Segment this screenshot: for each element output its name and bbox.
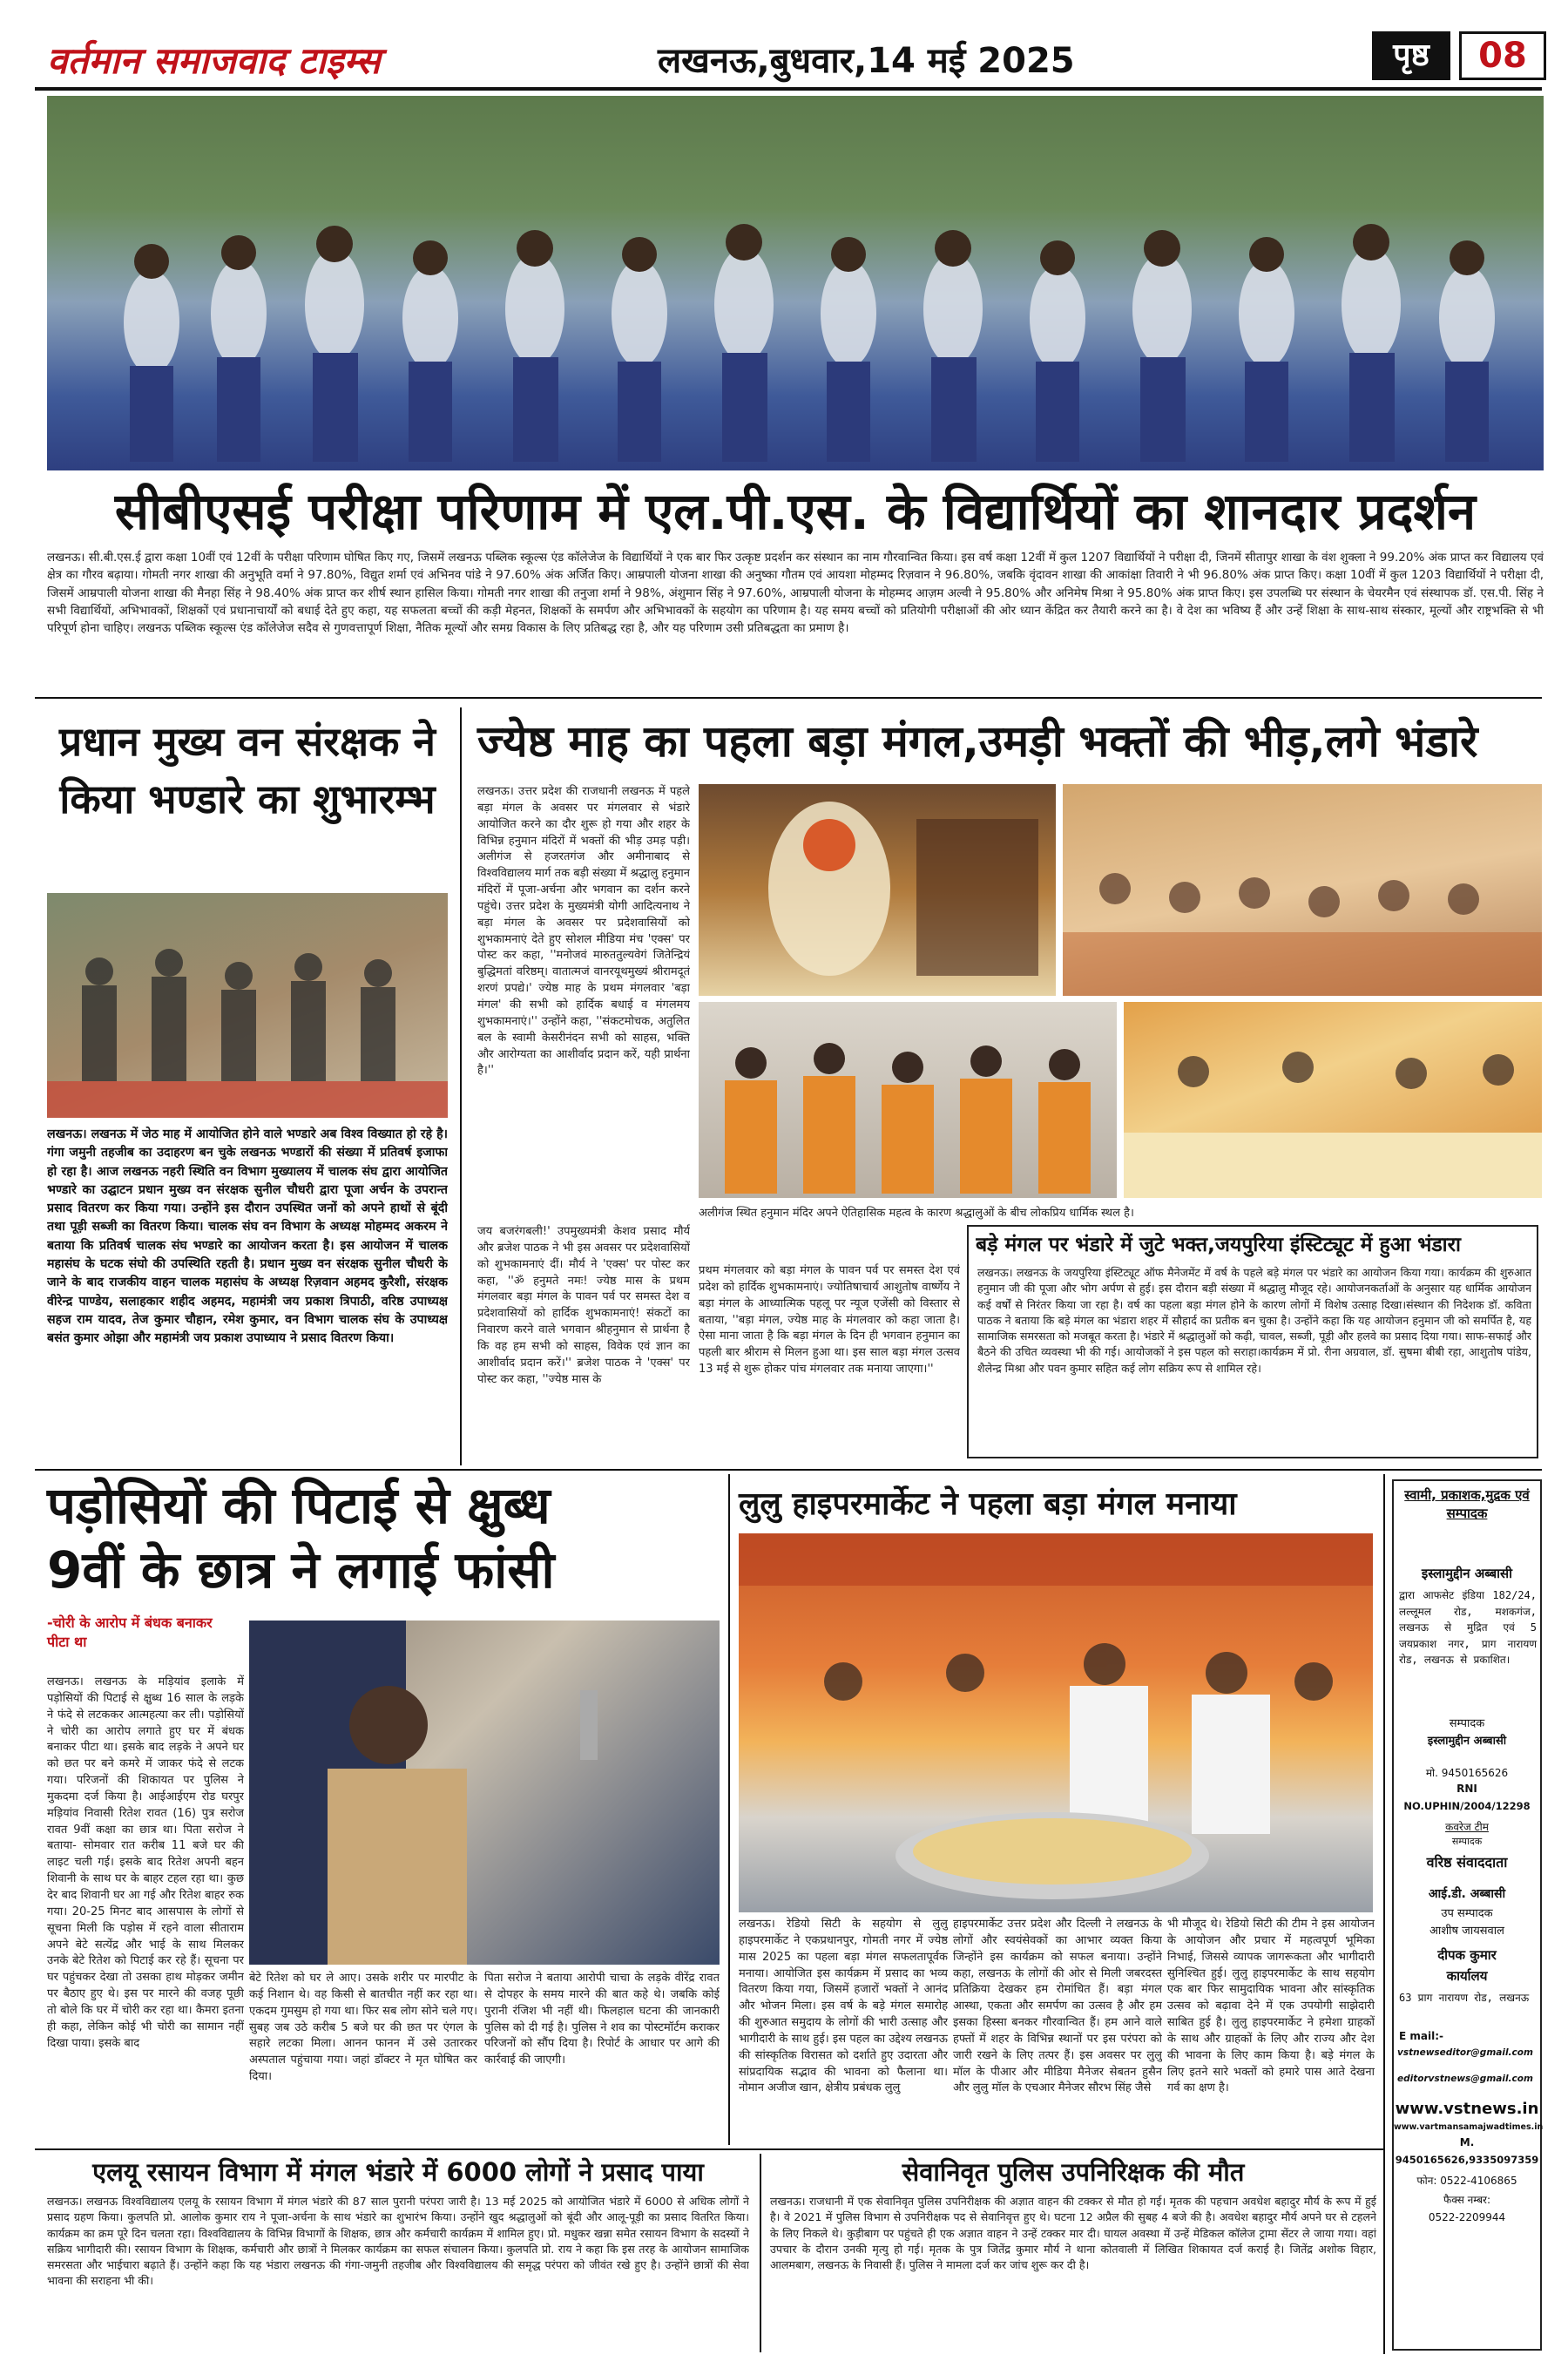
imprint-editor-label: सम्पादक — [1449, 1717, 1485, 1730]
serving-scene — [1124, 1002, 1542, 1198]
seated-crowd — [1063, 784, 1542, 996]
story4-headline: बड़े मंगल पर भंडारे में जुटे भक्त,जयपुरिया इंस्टिट्यूट में हुआ भंडारा — [976, 1234, 1461, 1256]
imprint-website2[interactable]: www.vartmansamajwadtimes.in — [1394, 2122, 1544, 2132]
paper-name: वर्तमान समाजवाद टाइम्स — [47, 39, 381, 82]
imprint-owner-label: स्वामी, प्रकाशक,मुद्रक एवं सम्पादक — [1404, 1487, 1530, 1521]
masthead — [0, 0, 1568, 84]
column-divider-4 — [760, 2154, 761, 2352]
lulu-event-photo — [739, 1533, 1373, 1912]
story3-body2: जय बजरंगबली!' उपमुख्यमंत्री केशव प्रसाद मौर्य और ब्रजेश पाठक ने भी इस अवसर पर प्रदेशवासियों को शुभकामनाएं दीं। मौर्य ने 'एक्स' पर पोस्ट कर कहा, ''ॐ हनुमते नमः! ज्येष्ठ मास के प्रथम मंगलवार बड़ा मंगल के पावन पर्व पर समस्त देश व प्रदेशवासियों को हार्दिक शुभकामनाएं! संकटों का निवारण करने वाले भगवान श्रीहनुमान से प्रार्थना है कि वह हम सभी को साहस, विवेक एवं ज्ञान का आशीर्वाद प्रदान करें।'' ब्रजेश पाठक ने 'एक्स' पर पोस्ट कर कहा, ''ज्येष्ठ मास के — [477, 1225, 690, 1386]
imprint-deputy2-name: दीपक कुमार — [1437, 1947, 1497, 1963]
page-label: पृष्ठ — [1372, 31, 1450, 80]
imprint-phone2: फोन: 0522-4106865 — [1416, 2175, 1517, 2187]
story2-headline: प्रधान मुख्य वन संरक्षक ने किया भण्डारे का शुभारम्भ — [59, 718, 436, 822]
story3-body: लखनऊ। उत्तर प्रदेश की राजधानी लखनऊ में पहले बड़ा मंगल के अवसर पर मंगलवार से भंडारे आयोजित करने का दौर शुरू हो गया और शहर के विभिन्न हनुमान मंदिरों में भक्तों की भीड़ उमड़ पड़ी। अलीगंज से हजरतगंज और अमीनाबाद से विश्वविद्यालय मार्ग तक बड़ी संख्या में श्रद्धालु हनुमान मंदिरों में पूजा-अर्चना और भगवान का दर्शन करने पहुंचे। उत्तर प्रदेश के मुख्यमंत्री योगी आदित्यनाथ ने बड़ा मंगल के अवसर पर प्रदेशवासियों को शुभकामनाएं देते हुए सोशल मीडिया मंच 'एक्स' पर पोस्ट कर कहा, ''मनोजवं मारुततुल्यवेगं जितेन्द्रियं बुद्धिमतां वरिष्ठम्। वातात्मजं वानरयूथमुख्यं श्रीरामदूतं शरणं प्रपद्ये।' ज्येष्ठ माह के प्रथम मंगलवार 'बड़ा मंगल' की सभी को हार्दिक बधाई व मंगलमय शुभकामनाएं।'' उन्होंने कहा, ''संकटमोचक, अतुलित बल के स्वामी केसरीनंदन सभी को साहस, भक्ति और आरोग्यता का आशीर्वाद प्रदान करें, यही प्रार्थना है।'' — [477, 785, 690, 1078]
imprint-office-label: कार्यालय — [1446, 1968, 1488, 1984]
imprint-deputy-name: आशीष जायसवाल — [1429, 1925, 1504, 1938]
imprint-email1[interactable]: vstnewseditor@gmail.com — [1397, 2047, 1533, 2058]
story2-body: लखनऊ। लखनऊ में जेठ माह में आयोजित होने वाले भण्डारे अब विश्व विख्यात हो रहे है। गंगा जमुनी तहजीब का उदाहरण बन चुके लखनऊ भण्डारों की संख्या में प्रतिवर्ष इजाफा हो रहा है। आज लखनऊ नहरी स्थिति वन विभाग मुख्यालय में चालक संघ द्वारा आयोजित भण्डारे का उद्घाटन प्रधान मुख्य वन संरक्षक सुनील चौधरी द्वारा पूजा अर्चन के उपरान्त प्रसाद वितरण कर किया गया। उन्होंने इस दौरान उपस्थित जनों को अपने हाथों से बूंदी तथा पूड़ी सब्जी का वितरण किया। चालक संघ वन विभाग के अध्यक्ष मोहम्मद अकरम ने बताया कि प्रतिवर्ष चालक संघ भण्डारे का आयोजन करता है। इस आयोजन में चालक महासंघ के घटक संघो की उपस्थिति रहती है। प्रधान मुख्य वन संरक्षक सुनील चौधरी के जाने के बाद राजकीय वाहन चालक महासंघ के अध्यक्ष रिज़वान अहमद कुरैशी, संरक्षक वीरेन्द्र पाण्डेय, सलाहकार शहीद अहमद, महामंत्री जय प्रकाश त्रिपाठी, वरिष्ठ उपाध्यक्ष सहज राम यादव, तेज कुमार चौहान, रमेश कुमार, वन विभाग चालक संघ के उपाध्यक्ष बसंत कुमार ओझा और महामंत्री जय प्रकाश उपाध्याय ने प्रसाद वितरण किया। — [47, 1127, 448, 1346]
story1-body: लखनऊ। सी.बी.एस.ई द्वारा कक्षा 10वीं एवं 12वीं के परीक्षा परिणाम घोषित किए गए, जिसमें लखनऊ पब्लिक स्कूल्स एंड कॉलेजेज के विद्यार्थियों ने एक बार फिर उत्कृष्ट प्रदर्शन कर संस्थान का नाम गौरवान्वित किया। इस वर्ष कक्षा 12वीं में कुल 1207 विद्यार्थियों ने परीक्षा दी, जिनमें सीतापुर शाखा के वंश शुक्ला ने 99.20% अंक प्राप्त कर विद्यालय एवं क्षेत्र का गौरव बढ़ाया। गोमती नगर शाखा की अनुभूति वर्मा ने 97.80%, विद्युत शर्मा एवं अभिनव पांडे ने 97.60% अंक अर्जित किए। आम्रपाली योजना शाखा की अनुष्का गौतम एवं आयशा मोहम्मद रिज़वान ने 96.80%, जबकि वृंदावन शाखा की आकांक्षा तिवारी ने भी 96.80% अंक प्राप्त किए। कक्षा 10वीं में कुल 1203 विद्यार्थियों ने परीक्षा दी, जिसमें आम्रपाली योजना शाखा की मैनहा सिंह ने 98.40% अंक प्राप्त कर शीर्ष स्थान हासिल किया। गोमती नगर शाखा की तनुजा शर्मा ने 98%, अंशुमान सिंह ने 97.60%, आम्रपाली योजना के मोहम्मद आज़म अल्वी ने 95.80% और अनिमेष मिश्रा ने 95.80% अंक प्राप्त किए। इस उपलब्धि पर संस्थान के चेयरमैन एवं संस्थापक डॉ. एस.पी. सिंह ने सभी विद्यार्थियों, अभिभावकों, शिक्षकों एवं प्रधानाचार्यों को बधाई देते हुए कहा, यह सफलता बच्चों की कड़ी मेहनत, शिक्षकों के समर्पण और अभिभावकों के सहयोग का परिणाम है। यह समय बच्चों को प्रतियोगी परीक्षाओं की ओर ध्यान केंद्रित कर तैयारी करने का है। वे देश का भविष्य हैं और उन्हें शिक्षा के साथ-साथ संस्कार, मूल्यों और राष्ट्रभक्ति से भी परिपूर्ण होना चाहिए। लखनऊ पब्लिक स्कूल्स एंड कॉलेजेज सदैव से गुणवत्तापूर्ण शिक्षा, नैतिक मूल्यों और समग्र विकास के लिए प्रतिबद्ध रहा है, और यह परिणाम उसी प्रतिबद्धता का प्रमाण है। — [47, 551, 1544, 635]
page-number: 08 — [1459, 31, 1546, 80]
imprint-m-label: M. — [1459, 2136, 1475, 2148]
bhandara-serving-photo — [1124, 1002, 1542, 1198]
dateline: लखनऊ,बुधवार,14 मई 2025 — [658, 41, 1075, 81]
story1-rule — [35, 697, 1542, 699]
imprint-mobile: मो. 9450165626 — [1425, 1767, 1509, 1779]
idol-shape — [699, 784, 1056, 996]
story6-body2: हाइपरमार्केट उत्तर प्रदेश और दिल्ली ने लखनऊ के लोगों और स्वयंसेवकों का आभार व्यक्त किया जिन्होंने इस कार्यक्रम को सफल बनाया। उन्होंने कहा, लखनऊ के लोगों की ओर से मिली जबरदस्त प्रतिक्रिया देखकर हम रोमांचित हैं। बड़ा मंगल आस्था, एकता और समर्पण का उत्सव है और हम इसका हिस्सा बनकर गौरवान्वित हैं। हम आने वाले हफ्तों में शहर के विभिन्न स्थानों पर इस परंपरा को जारी रखने के लिए तत्पर हैं। इस अवसर पर लुलु मॉल के पीआर और मीडिया मैनेजर सेबतन हुसैन और लुलु मॉल के एचआर मैनेजर सौरभ सिंह जैसे — [953, 1918, 1162, 2095]
imprint-coverage-team: कवरेज टीम — [1445, 1821, 1489, 1833]
story3-headline: ज्येष्ठ माह का पहला बड़ा मंगल,उमड़ी भक्तों की भीड़,लगे भंडारे — [477, 716, 1478, 767]
imprint-website[interactable]: www.vstnews.in — [1395, 2100, 1539, 2118]
officials-silhouettes — [699, 1002, 1117, 1198]
story5-subhead: -चोरी के आरोप में बंधक बनाकर पीटा था — [47, 1614, 213, 1650]
imprint-coverage-sub: सम्पादक — [1451, 1836, 1483, 1847]
column-divider-3 — [1383, 1474, 1385, 2354]
hanuman-temple-photo — [699, 784, 1056, 996]
students-celebration-photo — [47, 96, 1544, 470]
story5-body: लखनऊ। लखनऊ के मड़ियांव इलाके में पड़ोसियों की पिटाई से क्षुब्ध 16 साल के लड़के ने फंदे से लटककर आत्महत्या कर ली। पड़ोसियों ने चोरी का आरोप लगाते हुए घर में बंधक बनाकर पीटा था। इसके बाद लड़के ने अपने घर को छत पर बने कमरे में जाकर फंदे से लटक गया। परिजनों की शिकायत पर पुलिस ने मुकदमा दर्ज किया है। आईआईएम रोड घरपुर मड़ियांव निवासी रितेश रावत (16) पुत्र सरोज रावत 9वीं कक्षा का छात्र था। पिता सरोज ने बताया- सोमवार रात करीब 11 बजे घर की लाइट चली गई। इसके बाद रितेश अपनी बहन शिवानी के साथ घर के बाहर टहल रहा था। कुछ देर बाद शिवानी घर आ गई और रितेश बाहर रुक गया। 20-25 मिनट बाद आसपास के लोगों से सूचना मिली कि पड़ोस में रहने वाला सीताराम अपने बेटे सत्येंद्र और भाई के साथ मिलकर उनके बेटे रितेश को पिटाई कर रहे हैं। सूचना पर घर पहुंचकर देखा तो उसका हाथ मोड़कर जमीन पर बैठाए हुए थे। इस पर मारने की वजह पूछी तो बोले कि घर में चोरी कर रहा था। कैमरा इतना ही कहा, लेकिन कोई भी चोरी का सामान नहीं दिखा पाया। इसके बाद — [47, 1675, 244, 2050]
devotees-seated-photo — [1063, 784, 1542, 996]
imprint-senior-name: आई.डी. अब्बासी — [1428, 1887, 1506, 1901]
mid-rule — [35, 1469, 1542, 1471]
story5-headline-line2: 9वीं के छात्र ने लगाई फांसी — [47, 1540, 555, 1600]
imprint-editor-name: इस्लामुद्दीन अब्बासी — [1427, 1735, 1507, 1748]
student-photo — [249, 1621, 720, 1965]
story3-body3: प्रथम मंगलवार को बड़ा मंगल के पावन पर्व पर समस्त देश एवं प्रदेश को हार्दिक शुभकामनाएं। ज्योतिषाचार्य आशुतोष वार्ष्णेय ने बड़ा मंगल के आध्यात्मिक पहलू पर न्यूज एजेंसी को विस्तार से बताया, ''बड़ा मंगल, ज्येष्ठ माह के मंगलवार को कहा जाता है। ऐसा माना जाता है कि बड़ा मंगल के दिन ही भगवान हनुमान का पहली बार श्रीराम से मिलन हुआ था। इस साल बड़ा मंगल उत्सव 13 मई से शुरू होकर पांच मंगलवार तक मनाया जाएगा।'' — [699, 1264, 960, 1377]
imprint-phones: 9450165626,9335097359 — [1395, 2154, 1539, 2166]
story6-body3: भी मौजूद थे। रेडियो सिटी की टीम ने इस आयोजन के आयोजन और प्रचार में महत्वपूर्ण भूमिका निभाई, जिससे व्यापक जागरूकता और भागीदारी सुनिश्चित हुई। लुलु हाइपरमार्केट के साथ सहयोग एक बार फिर सामुदायिक भावना और सांस्कृतिक उत्सव को बढ़ावा देने में एक उपयोगी साझेदारी साबित हुई है। लुलु हाइपरमार्केट ने हमेशा ग्राहकों के साथ और ग्राहकों के लिए और राज्य और देश की भावना के लिए काम किया है। बड़े मंगल के लिए इतने सारे भक्तों को हमारे पास आते देखना गर्व का क्षण है। — [1167, 1918, 1375, 2095]
imprint-email-label: E mail:- — [1399, 2030, 1443, 2042]
bottom-section-rule — [35, 2148, 1383, 2150]
story5-body2: बेटे रितेश को घर ले आए। उसके शरीर पर मारपीट के कई निशान थे। वह किसी से बातचीत नहीं कर रहा था। एकदम गुमसुम हो गया था। फिर सब लोग सोने चले गए। सुबह जब उठे करीब 5 बजे घर की छत पर एंगल के सहारे लटका मिला। आनन फानन में उसे उतारकर अस्पताल पहुंचाया गया। जहां डॉक्टर ने मृत घोषित कर दिया। — [249, 1972, 477, 2084]
imprint-senior-label: वरिष्ठ संवाददाता — [1426, 1854, 1508, 1871]
story6-headline: लुलु हाइपरमार्केट ने पहला बड़ा मंगल मनाया — [739, 1486, 1237, 1522]
column-divider-1 — [460, 707, 462, 1465]
students-silhouettes — [47, 96, 1544, 470]
story5-headline-line1: पड़ोसियों की पिटाई से क्षुब्ध — [47, 1476, 551, 1535]
story5-body3: पिता सरोज ने बताया आरोपी चाचा के लड़के वीरेंद्र रावत से दोपहर के समय मारने की बात कहे थे। जबकि कोई पुरानी रंजिश भी नहीं थी। फिलहाल घटना की जानकारी पुलिस को दी गई है। पुलिस ने शव का पोस्टमॉर्टम कराकर परिजनों को सौंप दिया है। रिपोर्ट के आधार पर आगे की कार्रवाई की जाएगी। — [484, 1972, 720, 2067]
story6-body: लखनऊ। रेडियो सिटी के सहयोग से लुलु हाइपरमार्केट ने एकप्रधानपुर, गोमती नगर में ज्येष्ठ मास 2025 का पहला बड़ा मंगल सफलतापूर्वक मनाया। आयोजित इस कार्यक्रम में प्रसाद का भव्य वितरण किया गया, जिसमें हजारों भक्तों ने आनंद और भोजन मिला। इस वर्ष के बड़े मंगल समारोह की शुरुआत समुदाय के लोगों की भारी उत्साह और भागीदारी के साथ हुई। इस पहल का उद्देश्य लखनऊ की सांस्कृतिक विरासत को दर्शाते हुए उदारता और सांप्रदायिक सद्भाव की भावना को फैलाना था। नोमान अजीज खान, क्षेत्रीय प्रबंधक लुलु — [739, 1918, 948, 2095]
imprint-rni-label: RNI — [1456, 1783, 1477, 1795]
story1-headline: सीबीएसई परीक्षा परिणाम में एल.पी.एस. के विद्यार्थियों का शानदार प्रदर्शन — [114, 482, 1477, 541]
imprint-fax: फैक्स नम्बर: — [1443, 2194, 1490, 2206]
imprint-rni-number: NO.UPHIN/2004/12298 — [1403, 1800, 1531, 1812]
student-figure — [249, 1621, 720, 1965]
imprint-deputy-label: उप सम्पादक — [1441, 1907, 1493, 1920]
serving-crowd — [739, 1533, 1373, 1912]
column-divider-2 — [728, 1474, 730, 2145]
story4-body: लखनऊ। लखनऊ के जयपुरिया इंस्टिट्यूट ऑफ मैनेजमेंट में वर्ष के पहले बड़े मंगल पर भंडारे का आयोजन किया गया। कार्यक्रम की शुरुआत हनुमान जी की पूजा और भोग अर्पण से हुई। इस दौरान बड़ी संख्या में श्रद्धालु मौजूद रहे। आयोजनकर्ताओं के अनुसार यह धार्मिक आयोजन कई वर्षों से निरंतर किया जा रहा है। वर्ष का पहला बड़ा मंगल होने के कारण लोगों में विशेष उत्साह दिखा।संस्थान की निदेशक डॉ. कविता पाठक ने बताया कि बड़े मंगल का भंडारा शहर में सौहार्द का प्रतीक बन चुका है। उन्होंने कहा कि यह आयोजन हनुमान जी को समर्पित है, यह सामाजिक समरसता को मजबूत करता है। भंडारे में श्रद्धालुओं को कढ़ी, चावल, सब्जी, पूड़ी और हलवे का प्रसाद दिया गया। साफ-सफाई और बैठने की उचित व्यवस्था भी की गई। आयोजकों ने इस पहल को सराहा।कार्यक्रम में प्रो. रीना अग्रवाल, डॉ. सुषमा बीबी रहा, आशुतोष पांडेय, शैलेन्द्र मिश्रा और पवन कुमार सहित कई लोग सक्रिय रूप से शामिल रहे। — [977, 1266, 1531, 1375]
story3-caption: अलीगंज स्थित हनुमान मंदिर अपने ऐतिहासिक महत्व के कारण श्रद्धालुओं के बीच लोकप्रिय धार्मिक स्थल है। — [699, 1207, 1134, 1220]
imprint-printing-text: द्वारा आफसेट इंडिया 182/24, लल्लूमल रोड, मशकगंज, लखनऊ से मुद्रित एवं 5 जयप्रकाश नगर, प्राग नारायण रोड, लखनऊ से प्रकाशित। — [1399, 1589, 1537, 1667]
imprint-email2[interactable]: editorvstnews@gmail.com — [1397, 2074, 1533, 2084]
story8-body: लखनऊ। राजधानी में एक सेवानिवृत पुलिस उपनिरीक्षक की अज्ञात वाहन की टक्कर से मौत हो गई। मृतक की पहचान अवधेश बहादुर मौर्य के रूप में हुई है। वे 2021 में पुलिस विभाग से उपनिरीक्षक पद से सेवानिवृत्त हुए थे। घटना 12 अप्रैल की सुबह 4 बजे की है। अवधेश बहादुर मौर्य अपने घर से टहलने के लिए निकले थे। कुड़ीबाग पर पहुंचते ही एक अज्ञात वाहन ने उन्हें टक्कर मार दी। घायल अवस्था में उन्हें मेडिकल कॉलेज ट्रामा सेंटर ले जाया गया। वहां उपचार के दौरान उनकी मृत्यु हो गई। मृतक के पुत्र जितेंद्र कुमार मौर्य ने थाना कोतवाली में लिखित शिकायत दर्ज कराई है। जितेंद्र अशोक विहार, आलमबाग, लखनऊ के निवासी हैं। पुलिस ने मामला दर्ज कर जांच शुरू कर दी है। — [770, 2195, 1376, 2271]
imprint-fax-number: 0522-2209944 — [1428, 2211, 1506, 2223]
story7-body: लखनऊ। लखनऊ विश्वविद्यालय एलयू के रसायन विभाग में मंगल भंडारे की 87 साल पुरानी परंपरा जारी है। 13 मई 2025 को आयोजित भंडारे में 6000 से अधिक लोगों ने प्रसाद ग्रहण किया। कुलपति प्रो. आलोक कुमार राय ने पूजा-अर्चना के साथ भंडारे का शुभारंभ किया। उन्होंने खुद श्रद्धालुओं को बूंदी और आलू-पूड़ी का प्रसाद वितरित किया। कार्यक्रम का क्रम पूरे दिन चलता रहा। विश्वविद्यालय के विभिन्न विभागों के शिक्षक, छात्र और कर्मचारी कार्यक्रम में शामिल हुए। प्रो. मधुकर खन्ना समेत रसायन विभाग के सदस्यों ने सक्रिय भागीदारी की। रसायन विभाग के शिक्षक, कर्मचारी और छात्रों ने मिलकर कार्यक्रम का सफल संचालन किया। कुलपति प्रो. राय ने कहा कि इस तरह के आयोजन सामाजिक समरसता और भाईचारा बढ़ाते हैं। उन्होंने कहा कि यह भंडारा लखनऊ की गंगा-जमुनी तहजीब और विश्वविद्यालय की समृद्ध परंपरा को जीवंत रखे हुए है। उन्होंने छात्रों की सेवा भावना की सराहना भी की। — [47, 2195, 749, 2288]
crowd-silhouettes — [47, 893, 448, 1118]
story8-headline: सेवानिवृत पुलिस उपनिरिक्षक की मौत — [902, 2157, 1245, 2187]
story7-headline: एलयू रसायन विभाग में मंगल भंडारे में 6000 लोगों ने प्रसाद पाया — [92, 2157, 704, 2187]
imprint-office-address: 63 प्राग नारायण रोड, लखनऊ — [1399, 1992, 1530, 2004]
masthead-rule — [35, 87, 1542, 91]
imprint-owner-name: इस्लामुद्दीन अब्बासी — [1421, 1566, 1513, 1581]
officials-group-photo — [699, 1002, 1117, 1198]
forest-officer-photo — [47, 893, 448, 1118]
